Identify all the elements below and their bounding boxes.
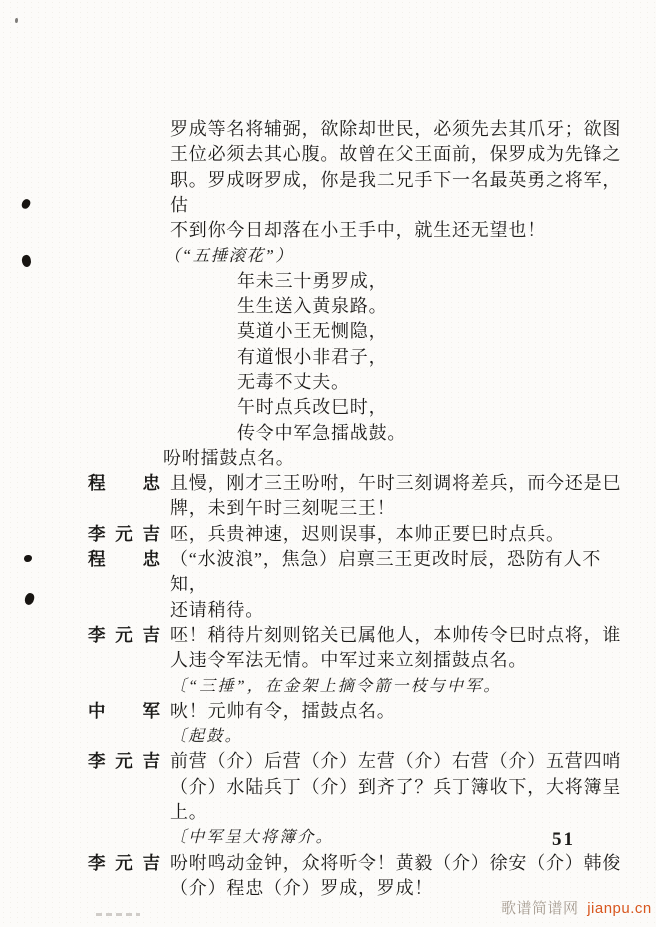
dialogue-text: （“水波浪”，焦急）启禀三王更改时辰，恐防有人不知， 还请稍待。 (170, 549, 602, 620)
speaker-name: 李元吉 (88, 852, 160, 873)
stage-direction: 〔中军呈大将簿介。 (170, 829, 334, 847)
ink-speck (15, 18, 18, 23)
dialogue-text: 前营（介）后营（介）左营（介）右营（介）五营四哨 （介）水陆兵丁（介）到齐了？兵丁簿收下，大将簿呈上。 (170, 751, 622, 823)
dialogue-row (0, 522, 656, 547)
dialogue-row (0, 699, 656, 750)
dialogue-text: 呸，兵贵神速，迟则误事，本帅正要巳时点兵。 (170, 523, 565, 544)
stage-direction: 〔“三捶”，在金架上摘令箭一枝与中军。 (170, 677, 502, 695)
dialogue-row (0, 471, 656, 522)
monologue-paragraph: 罗成等名将辅弼，欲除却世民，必须先去其爪牙；欲图 王位必须去其心腹。故曾在父王面前，保罗成为先锋之 职。罗成呀罗成，你是我二兄手下一名最英勇之将军，估 不到你今日却落在小王手中，就生还无望也！ (170, 119, 622, 241)
script-text-column (0, 117, 656, 901)
dialogue-row (0, 623, 656, 699)
aria-tail-line: 吩咐擂鼓点名。 (163, 447, 295, 468)
speaker-name: 程忠 (88, 549, 160, 570)
tune-marking: （“五捶滚花”） (164, 246, 294, 266)
page-number: 51 (552, 829, 575, 850)
dialogue-text: 且慢，刚才三王吩咐，午时三刻调将差兵，而今还是巳 牌，未到午时三刻呢三王！ (170, 473, 622, 519)
speaker-name: 李元吉 (88, 751, 160, 772)
watermark (501, 897, 652, 918)
speaker-name: 中军 (88, 700, 160, 721)
stage-direction: 〔起鼓。 (170, 728, 243, 746)
speaker-name: 程忠 (88, 473, 160, 494)
speaker-name: 李元吉 (88, 624, 160, 645)
speaker-name: 李元吉 (88, 523, 160, 544)
dialogue-row (0, 851, 656, 902)
watermark-site-name: 歌谱简谱网 (501, 900, 579, 917)
scan-smudge (96, 913, 140, 916)
dialogue-text: 呸！稍待片刻则铭关已属他人，本帅传令巳时点将，谁 人违令军法无情。中军过来立刻擂鼓点名。 (170, 624, 622, 671)
aria-verse: 年未三十勇罗成， 生生送入黄泉路。 莫道小王无恻隐， 有道恨小非君子， 无毒不丈夫。 午时点兵改巳时， 传令中军急擂战鼓。 (237, 270, 407, 443)
dialogue-text: 吙！元帅有令，擂鼓点名。 (170, 700, 396, 721)
dialogue-row (0, 547, 656, 623)
dialogue-text: 吩咐鸣动金钟，众将听令！黄毅（介）徐安（介）韩俊 （介）程忠（介）罗成，罗成！ (170, 852, 622, 898)
watermark-site-url: jianpu.cn (587, 900, 652, 917)
